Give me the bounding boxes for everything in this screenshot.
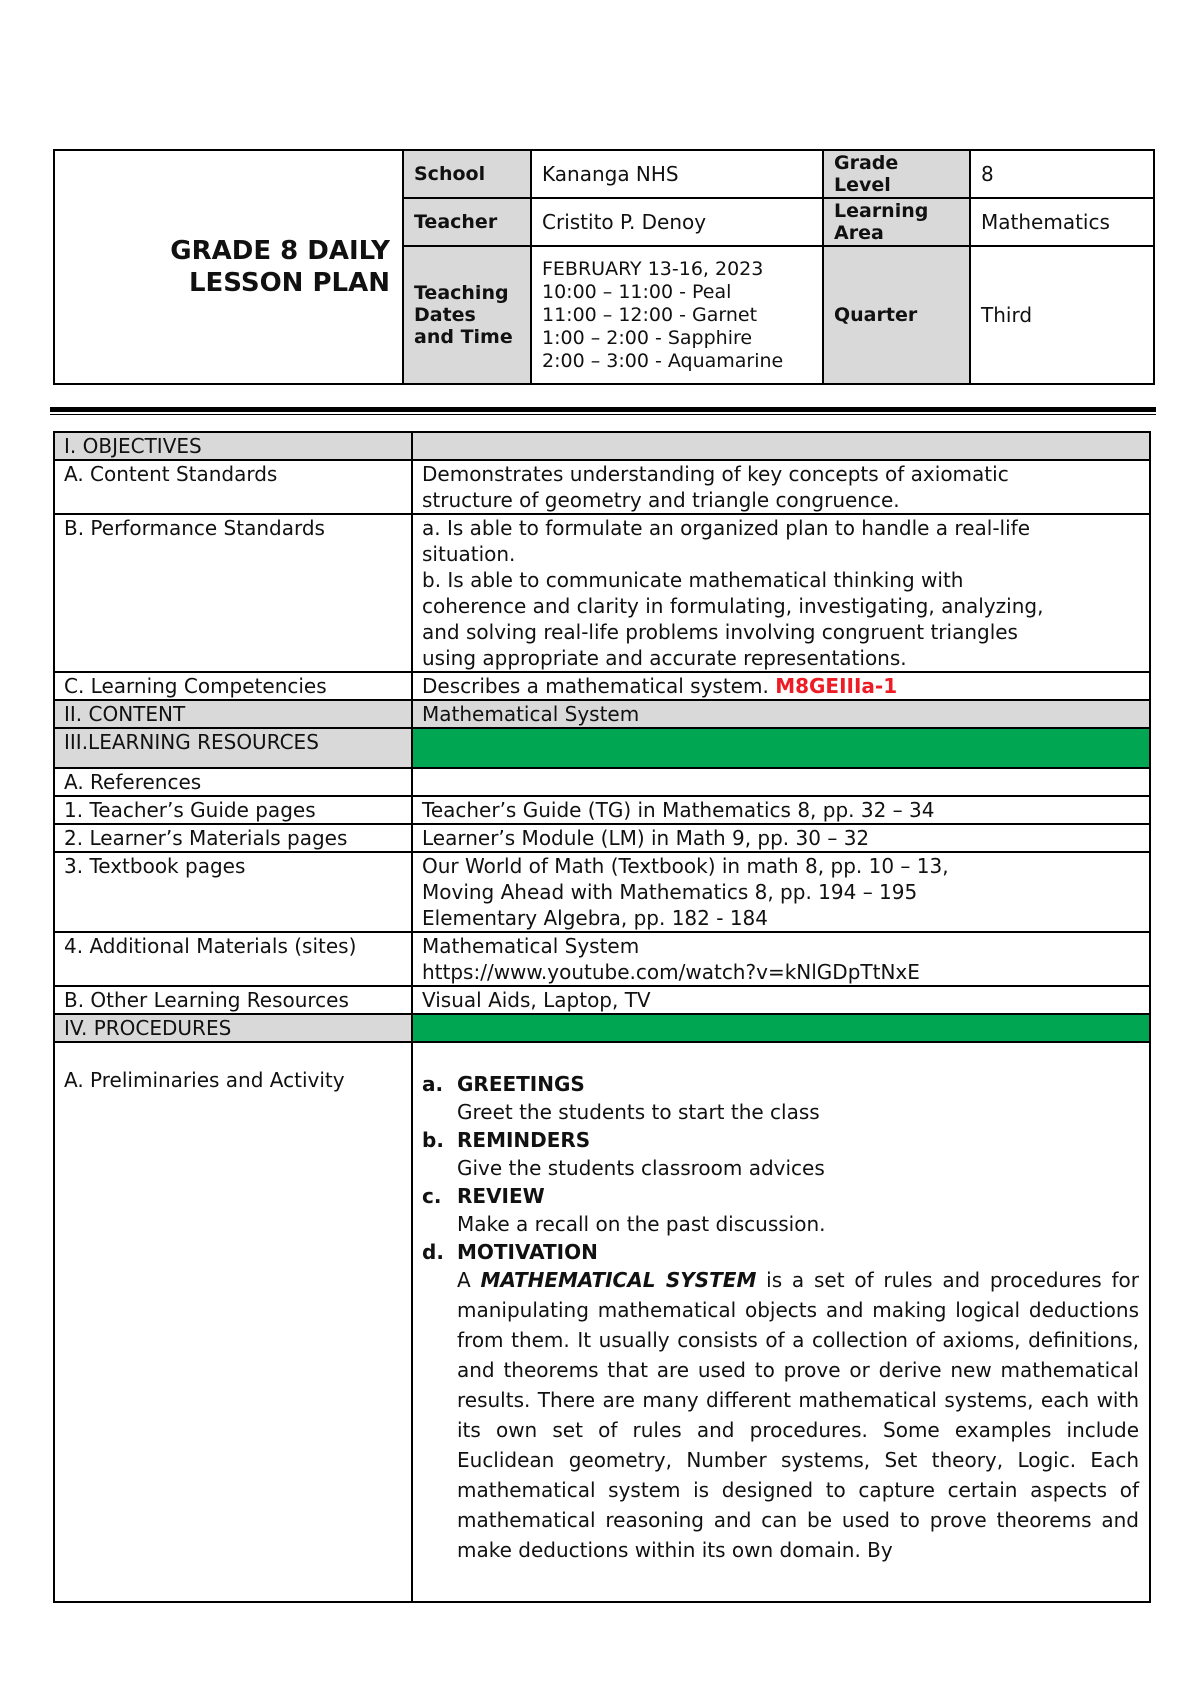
content-standards-value: Demonstrates understanding of key concepts of axiomatic structure of geometry and triangle congruence.: [412, 460, 1150, 514]
school-label: School: [403, 150, 531, 198]
motivation-paragraph: A MATHEMATICAL SYSTEM is a set of rules and procedures for manipulating mathematical objects and making logical deductions from them. It usually consists of a collection of axioms, definitions, and theorems that are used to prove or derive new mathematical results. There are many different mathematical systems, each with its own set of rules and procedures. Some examples include Euclidean geometry, Number systems, Set theory, Logic. Each mathematical system is designed to capture certain aspects of mathematical reasoning and can be used to prove theorems and make deductions within its own domain. By: [457, 1268, 1140, 1562]
tg-label: 1. Teacher’s Guide pages: [54, 796, 412, 824]
content-heading: II. CONTENT: [54, 700, 412, 728]
additional-materials-label: 4. Additional Materials (sites): [54, 932, 412, 986]
school-value: Kananga NHS: [531, 150, 823, 198]
other-resources-label: B. Other Learning Resources: [54, 986, 412, 1014]
resources-heading: III.LEARNING RESOURCES: [54, 728, 412, 768]
competencies-value: Describes a mathematical system. M8GEIIIa-1: [412, 672, 1150, 700]
content-value: Mathematical System: [412, 700, 1150, 728]
other-resources-value: Visual Aids, Laptop, TV: [412, 986, 1150, 1014]
procedure-item: c. REVIEW: [422, 1184, 545, 1208]
objectives-heading-fill: [412, 432, 1150, 460]
teacher-label: Teacher: [403, 198, 531, 246]
title-line-1: GRADE 8 DAILY: [170, 236, 390, 266]
lm-label: 2. Learner’s Materials pages: [54, 824, 412, 852]
references-label: A. References: [54, 768, 412, 796]
procedures-content: a. GREETINGS Greet the students to start the class b. REMINDERS Give the students classroom advices c. REVIEW Make a recall on the past discussion. d. MOTIVATION A MATHEMATICAL SYSTEM is a set of rules and procedures for manipulating mathematical objects and making logical deductions from them. It usually consists of a collection of axioms, definitions, and theorems that are used to prove or derive new mathematical results. There are many different mathematical systems, each with its own set of rules and procedures. Some examples include Euclidean geometry, Number systems, Set theory, Logic. Each mathematical system is designed to capture certain aspects of mathematical reasoning and can be used to prove theorems and make deductions within its own domain. By: [412, 1042, 1150, 1602]
title-line-2: LESSON PLAN: [188, 268, 390, 298]
competencies-label: C. Learning Competencies: [54, 672, 412, 700]
preliminaries-label: A. Preliminaries and Activity: [54, 1042, 412, 1602]
dates-value: [531, 246, 823, 384]
teacher-value: Cristito P. Denoy: [531, 198, 823, 246]
content-standards-label: A. Content Standards: [54, 460, 412, 514]
procedures-heading-fill: [412, 1014, 1150, 1042]
performance-standards-value: a. Is able to formulate an organized plan to handle a real-life situation. b. Is able to communicate mathematical thinking with coherence and clarity in formulating, investigating, analyzing, and solving real-life problems involving congruent triangles using appropriate and accurate representations.: [412, 514, 1150, 672]
objectives-heading: I. OBJECTIVES: [54, 432, 412, 460]
grade-label: Grade Level: [823, 150, 970, 198]
video-link[interactable]: https://www.youtube.com/watch?v=kNlGDpTtNxE: [422, 960, 920, 984]
additional-materials-value: Mathematical System https://www.youtube.com/watch?v=kNlGDpTtNxE: [412, 932, 1150, 986]
textbook-value: Our World of Math (Textbook) in math 8, pp. 10 – 13, Moving Ahead with Mathematics 8, pp. 194 – 195 Elementary Algebra, pp. 182 - 184: [412, 852, 1150, 932]
procedures-heading: IV. PROCEDURES: [54, 1014, 412, 1042]
references-value: [412, 768, 1150, 796]
quarter-value: Third: [970, 246, 1154, 384]
page-title: [54, 150, 403, 384]
procedure-item: d. MOTIVATION: [422, 1240, 598, 1264]
lesson-table: [53, 431, 1151, 1603]
divider-thin: [50, 414, 1156, 415]
textbook-label: 3. Textbook pages: [54, 852, 412, 932]
lm-value: Learner’s Module (LM) in Math 9, pp. 30 – 32: [412, 824, 1150, 852]
divider-thick: [50, 407, 1156, 412]
quarter-label: Quarter: [823, 246, 970, 384]
date-text: FEBRUARY 13-16, 2023: [542, 257, 764, 280]
time-slot: 11:00 – 12:00 - Garnet: [542, 303, 758, 326]
grade-value: 8: [970, 150, 1154, 198]
time-slot: 2:00 – 3:00 - Aquamarine: [542, 349, 784, 372]
procedure-item: a. GREETINGS: [422, 1072, 585, 1096]
area-value: Mathematics: [970, 198, 1154, 246]
dates-label: Teaching Dates and Time: [403, 246, 531, 384]
header-table: [53, 149, 1155, 385]
time-slot: 10:00 – 11:00 - Peal: [542, 280, 732, 303]
time-slot: 1:00 – 2:00 - Sapphire: [542, 326, 753, 349]
procedure-item: b. REMINDERS: [422, 1128, 591, 1152]
tg-value: Teacher’s Guide (TG) in Mathematics 8, pp. 32 – 34: [412, 796, 1150, 824]
performance-standards-label: B. Performance Standards: [54, 514, 412, 672]
competency-code: M8GEIIIa-1: [775, 674, 898, 698]
area-label: Learning Area: [823, 198, 970, 246]
resources-heading-fill: [412, 728, 1150, 768]
